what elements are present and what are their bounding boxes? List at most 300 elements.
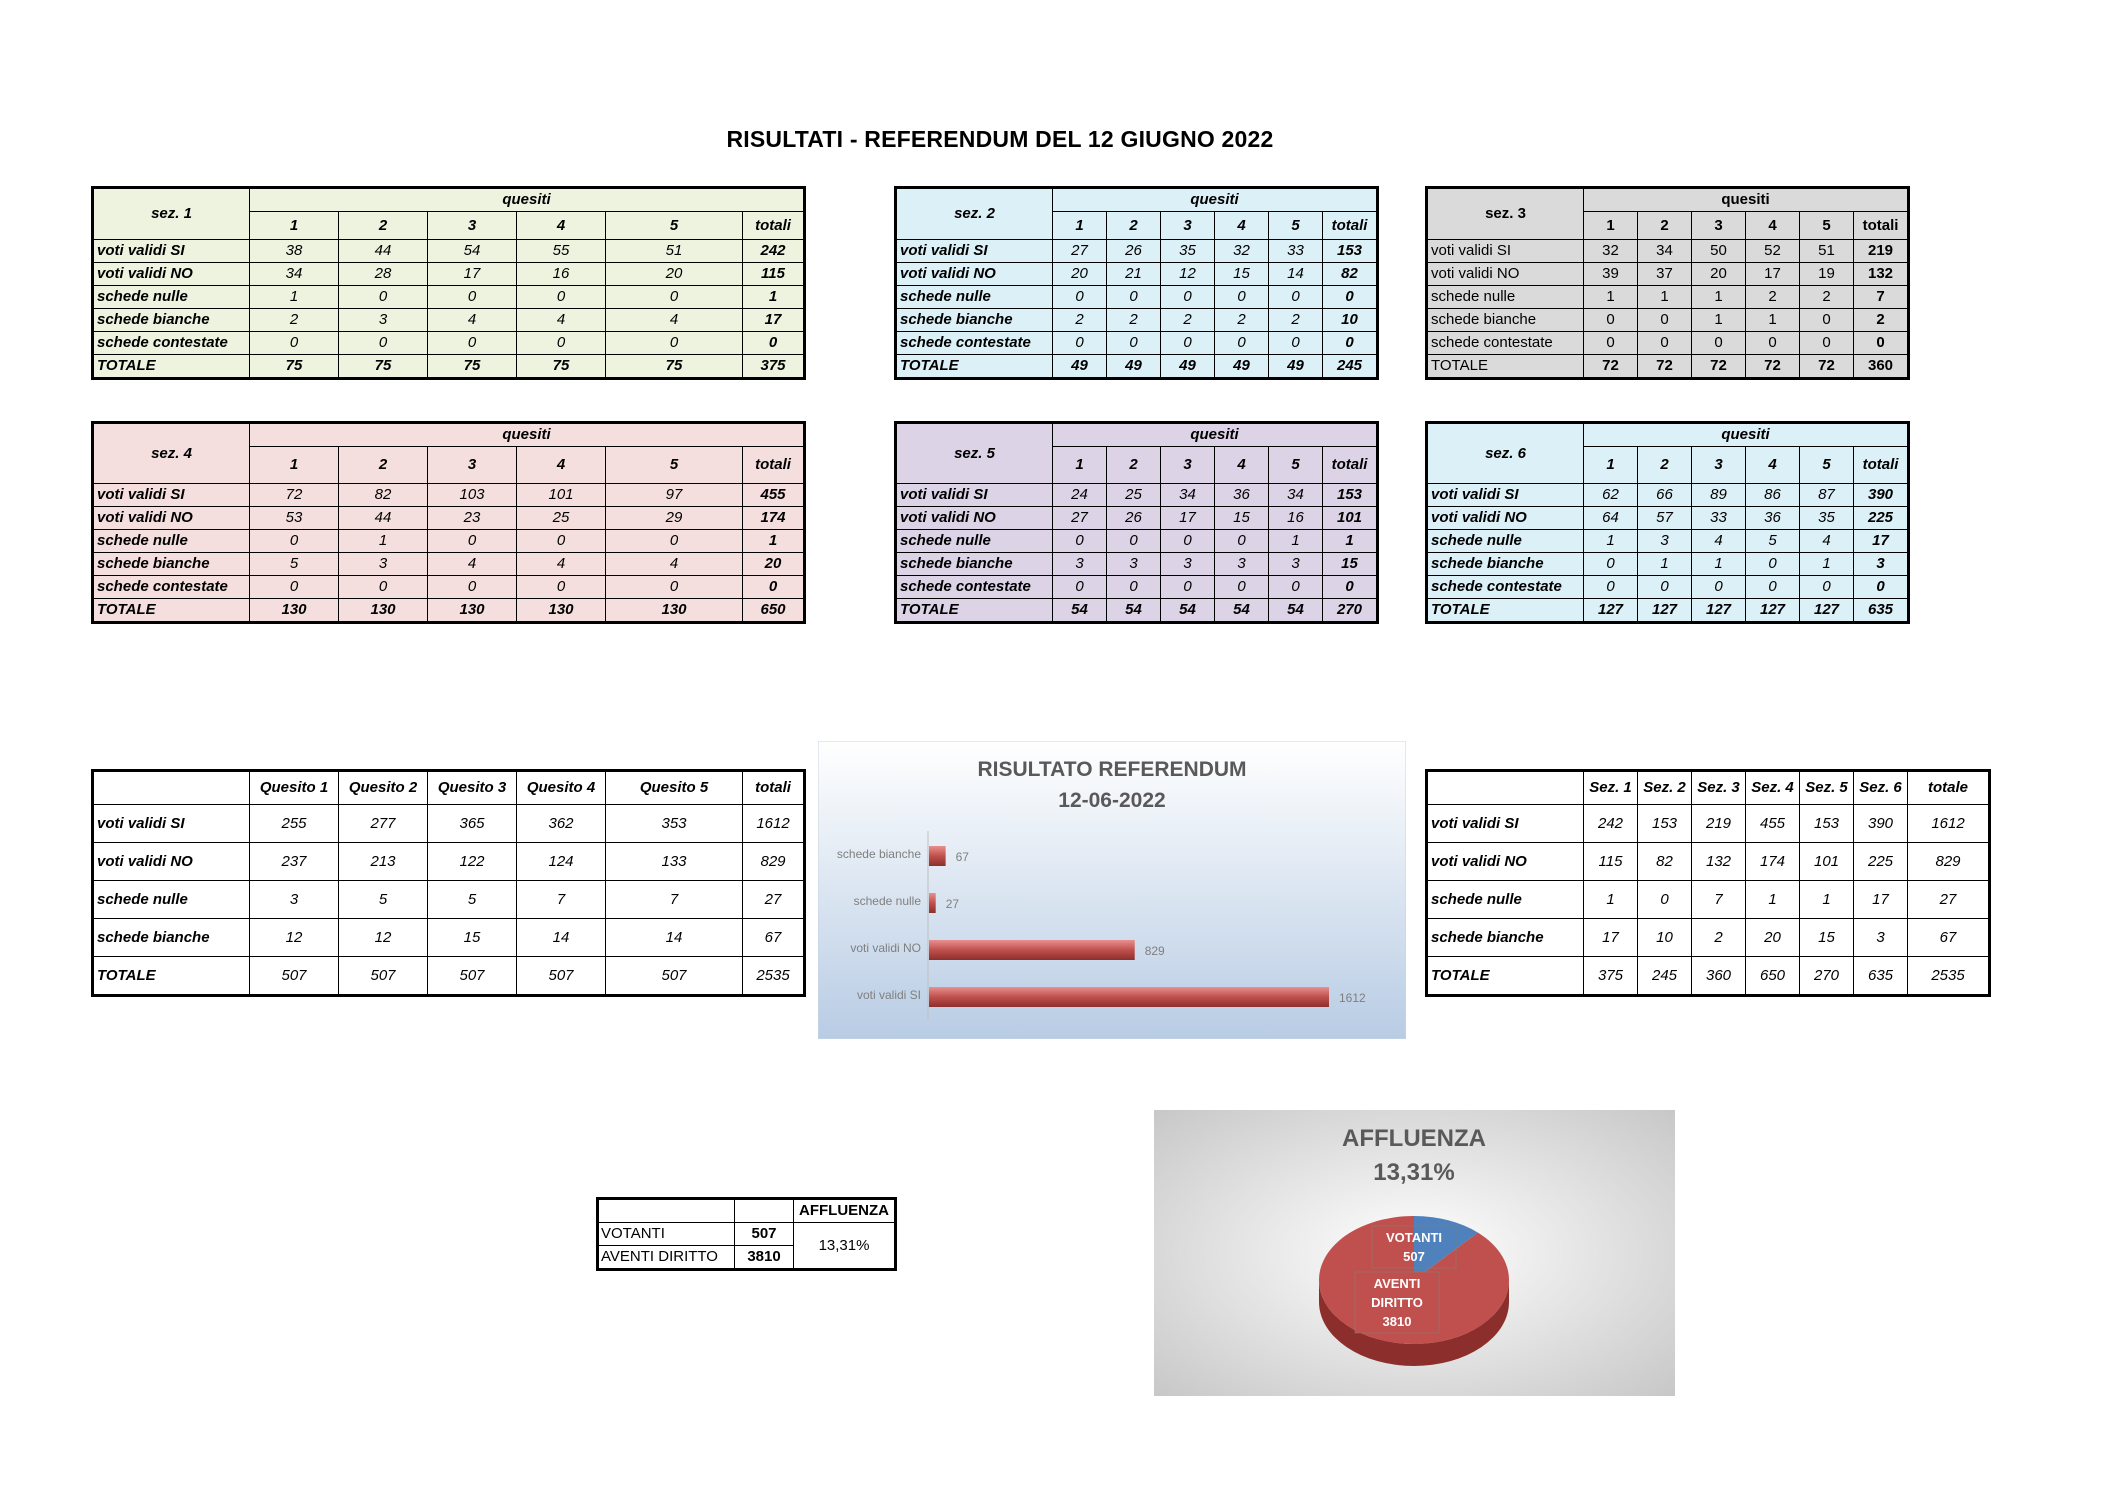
column-header: 3 xyxy=(1161,212,1215,240)
row-label: voti validi NO xyxy=(94,507,250,530)
row-total: 225 xyxy=(1854,507,1908,530)
value-cell: 829 xyxy=(743,843,804,881)
row-total: 0 xyxy=(743,576,804,599)
row-label: schede bianche xyxy=(94,309,250,332)
value-cell: 153 xyxy=(1638,805,1692,843)
row-label: voti validi SI xyxy=(897,484,1053,507)
column-header: Sez. 5 xyxy=(1800,772,1854,805)
row-label: voti validi NO xyxy=(897,507,1053,530)
value-cell: 54 xyxy=(1215,599,1269,622)
row-total: 0 xyxy=(743,332,804,355)
section-table-4 xyxy=(93,423,804,622)
table-row xyxy=(94,957,804,995)
value-cell: 72 xyxy=(1638,355,1692,378)
value-cell: 51 xyxy=(606,240,743,263)
affluenza-table xyxy=(598,1199,895,1269)
bar-category-label: voti validi NO xyxy=(850,941,921,955)
value-cell: 0 xyxy=(1746,576,1800,599)
value-cell: 17 xyxy=(1854,881,1908,919)
row-label: schede bianche xyxy=(1428,309,1584,332)
column-header: Sez. 1 xyxy=(1584,772,1638,805)
value-cell: 2 xyxy=(1269,309,1323,332)
bar-schede-bianche xyxy=(929,846,946,866)
value-cell: 0 xyxy=(1638,881,1692,919)
table-row xyxy=(897,240,1377,263)
pie-label-text: DIRITTO xyxy=(1371,1295,1423,1310)
value-cell: 507 xyxy=(606,957,743,995)
value-cell: 14 xyxy=(517,919,606,957)
table-row xyxy=(1428,553,1908,576)
table-row xyxy=(897,599,1377,622)
value-cell: 16 xyxy=(1269,507,1323,530)
value-cell: 62 xyxy=(1584,484,1638,507)
row-total: 245 xyxy=(1323,355,1377,378)
value-cell: 89 xyxy=(1692,484,1746,507)
value-cell: 44 xyxy=(339,507,428,530)
column-header: 2 xyxy=(1638,212,1692,240)
value-cell: 75 xyxy=(606,355,743,378)
row-total: 3 xyxy=(1854,553,1908,576)
column-header: 1 xyxy=(1053,212,1107,240)
value-cell: 0 xyxy=(1269,286,1323,309)
value-cell: 242 xyxy=(1584,805,1638,843)
value-cell: 28 xyxy=(339,263,428,286)
row-total: 132 xyxy=(1854,263,1908,286)
value-cell: 1612 xyxy=(743,805,804,843)
page-title: RISULTATI - REFERENDUM DEL 12 GIUGNO 2022 xyxy=(726,126,1274,152)
value-cell: 225 xyxy=(1854,843,1908,881)
table-row xyxy=(1428,309,1908,332)
row-total: 1 xyxy=(1323,530,1377,553)
value-cell: 390 xyxy=(1854,805,1908,843)
value-cell: 3 xyxy=(250,881,339,919)
bar-chart-title: RISULTATO REFERENDUM xyxy=(977,758,1247,781)
table-row xyxy=(1428,957,1989,995)
row-label: voti validi NO xyxy=(94,843,250,881)
value-cell: 0 xyxy=(1215,332,1269,355)
section-name: sez. 4 xyxy=(94,424,250,484)
value-cell: 0 xyxy=(428,576,517,599)
row-total: 153 xyxy=(1323,240,1377,263)
column-header: 4 xyxy=(1746,447,1800,484)
bar-category-label: schede bianche xyxy=(836,847,921,861)
table-row xyxy=(94,881,804,919)
value-cell: 75 xyxy=(250,355,339,378)
value-cell: 4 xyxy=(517,309,606,332)
row-total: 1 xyxy=(743,286,804,309)
totals-header: totali xyxy=(743,212,804,240)
column-header: totali xyxy=(743,772,804,805)
value-cell: 2 xyxy=(1800,286,1854,309)
column-header: 3 xyxy=(428,212,517,240)
row-total: 10 xyxy=(1323,309,1377,332)
value-cell: 127 xyxy=(1800,599,1854,622)
value-cell: 5 xyxy=(339,881,428,919)
value-cell: 1 xyxy=(1746,881,1800,919)
totals-header: totali xyxy=(1323,447,1377,484)
row-total: 82 xyxy=(1323,263,1377,286)
table-row xyxy=(1428,599,1908,622)
column-header: 1 xyxy=(1584,212,1638,240)
table-row xyxy=(1428,576,1908,599)
value-cell: 1 xyxy=(1584,286,1638,309)
value-cell: 353 xyxy=(606,805,743,843)
table-row xyxy=(897,332,1377,355)
value-cell: 0 xyxy=(606,332,743,355)
value-cell: 3 xyxy=(1053,553,1107,576)
column-header: 5 xyxy=(1269,447,1323,484)
table-row xyxy=(1428,919,1989,957)
row-total: 455 xyxy=(743,484,804,507)
value-cell: 245 xyxy=(1638,957,1692,995)
value-cell: 3 xyxy=(1161,553,1215,576)
pie-value-text: 3810 xyxy=(1382,1314,1412,1329)
value-cell: 67 xyxy=(743,919,804,957)
value-cell: 21 xyxy=(1107,263,1161,286)
row-label: schede nulle xyxy=(1428,530,1584,553)
column-header: Sez. 4 xyxy=(1746,772,1800,805)
row-label: schede nulle xyxy=(897,530,1053,553)
value-cell: 0 xyxy=(1269,576,1323,599)
row-label: schede contestate xyxy=(94,332,250,355)
value-cell: 255 xyxy=(250,805,339,843)
value-cell: 4 xyxy=(606,553,743,576)
column-header: 2 xyxy=(339,212,428,240)
value-cell: 39 xyxy=(1584,263,1638,286)
value-cell: 0 xyxy=(1638,309,1692,332)
table-row xyxy=(1428,355,1908,378)
table-row xyxy=(1428,332,1908,355)
row-total: 2 xyxy=(1854,309,1908,332)
value-cell: 4 xyxy=(606,309,743,332)
value-cell: 33 xyxy=(1692,507,1746,530)
row-label: voti validi SI xyxy=(897,240,1053,263)
table-row xyxy=(897,309,1377,332)
summary-sezioni-table xyxy=(1427,771,1989,995)
section-table-3 xyxy=(1427,188,1908,378)
value-cell: 122 xyxy=(428,843,517,881)
value-cell: 0 xyxy=(606,530,743,553)
value-cell: 0 xyxy=(428,332,517,355)
value-cell: 0 xyxy=(250,332,339,355)
bar-value-label: 67 xyxy=(955,850,969,864)
bar-value-label: 27 xyxy=(945,897,960,911)
value-cell: 3 xyxy=(1854,919,1908,957)
value-cell: 0 xyxy=(1800,576,1854,599)
value-cell: 0 xyxy=(606,286,743,309)
value-cell: 127 xyxy=(1638,599,1692,622)
value-cell: 4 xyxy=(1692,530,1746,553)
value-cell: 507 xyxy=(517,957,606,995)
row-label: TOTALE xyxy=(1428,599,1584,622)
pie-chart-title: AFFLUENZA xyxy=(1342,1125,1486,1152)
pie-chart-svg xyxy=(1154,1110,1675,1396)
value-cell: 82 xyxy=(339,484,428,507)
section-name: sez. 3 xyxy=(1428,189,1584,240)
value-cell: 15 xyxy=(1215,263,1269,286)
value-cell: 213 xyxy=(339,843,428,881)
value-cell: 4 xyxy=(428,309,517,332)
value-cell: 54 xyxy=(1107,599,1161,622)
value-cell: 124 xyxy=(517,843,606,881)
row-label: schede bianche xyxy=(94,919,250,957)
value-cell: 0 xyxy=(1215,576,1269,599)
row-label: schede bianche xyxy=(1428,553,1584,576)
table-row xyxy=(94,553,804,576)
table-row xyxy=(94,263,804,286)
value-cell: 35 xyxy=(1161,240,1215,263)
table-row xyxy=(94,309,804,332)
value-cell: 72 xyxy=(1692,355,1746,378)
value-cell: 132 xyxy=(1692,843,1746,881)
quesiti-header: quesiti xyxy=(1584,424,1908,447)
value-cell: 17 xyxy=(1584,919,1638,957)
value-cell: 153 xyxy=(1800,805,1854,843)
value-cell: 1 xyxy=(1638,286,1692,309)
section-name: sez. 5 xyxy=(897,424,1053,484)
value-cell: 130 xyxy=(339,599,428,622)
value-cell: 133 xyxy=(606,843,743,881)
value-cell: 35 xyxy=(1800,507,1854,530)
value-cell: 0 xyxy=(1215,286,1269,309)
value-cell: 67 xyxy=(1908,919,1989,957)
column-header: 2 xyxy=(1107,212,1161,240)
totals-header: totali xyxy=(1854,212,1908,240)
value-cell: 15 xyxy=(1215,507,1269,530)
value-cell: 20 xyxy=(1746,919,1800,957)
section-name: sez. 2 xyxy=(897,189,1053,240)
row-label: schede bianche xyxy=(94,553,250,576)
row-label: schede contestate xyxy=(897,332,1053,355)
column-header: 5 xyxy=(1800,212,1854,240)
affluenza-header: AFFLUENZA xyxy=(794,1200,895,1223)
value-cell: 0 xyxy=(1692,332,1746,355)
value-cell: 2 xyxy=(250,309,339,332)
value-cell: 0 xyxy=(1161,530,1215,553)
value-cell: 15 xyxy=(428,919,517,957)
row-label: voti validi SI xyxy=(94,805,250,843)
section-name: sez. 1 xyxy=(94,189,250,240)
value-cell: 5 xyxy=(428,881,517,919)
value-cell: 1 xyxy=(1746,309,1800,332)
value-cell: 0 xyxy=(1584,553,1638,576)
aventi-label: AVENTI DIRITTO xyxy=(599,1246,735,1269)
pie-label-text: VOTANTI xyxy=(1385,1230,1443,1245)
table-row xyxy=(897,553,1377,576)
table-row xyxy=(1428,805,1989,843)
row-total: 0 xyxy=(1854,576,1908,599)
table-row xyxy=(897,576,1377,599)
value-cell: 32 xyxy=(1215,240,1269,263)
value-cell: 0 xyxy=(517,332,606,355)
value-cell: 650 xyxy=(1746,957,1800,995)
table-row xyxy=(94,919,804,957)
section-table-1 xyxy=(93,188,804,378)
votanti-label: VOTANTI xyxy=(599,1223,735,1246)
column-header: Sez. 2 xyxy=(1638,772,1692,805)
value-cell: 0 xyxy=(1161,332,1215,355)
row-label: voti validi NO xyxy=(897,263,1053,286)
value-cell: 14 xyxy=(1269,263,1323,286)
value-cell: 0 xyxy=(1107,576,1161,599)
value-cell: 0 xyxy=(339,576,428,599)
value-cell: 82 xyxy=(1638,843,1692,881)
value-cell: 37 xyxy=(1638,263,1692,286)
value-cell: 2 xyxy=(1107,309,1161,332)
empty-cell xyxy=(599,1200,735,1223)
value-cell: 130 xyxy=(250,599,339,622)
column-header: 3 xyxy=(1161,447,1215,484)
table-row xyxy=(1428,881,1989,919)
empty-cell xyxy=(735,1200,794,1223)
value-cell: 49 xyxy=(1107,355,1161,378)
row-total: 101 xyxy=(1323,507,1377,530)
pie-chart-subtitle: 13,31% xyxy=(1373,1159,1455,1186)
column-header: 5 xyxy=(606,447,743,484)
value-cell: 16 xyxy=(517,263,606,286)
row-total: 174 xyxy=(743,507,804,530)
value-cell: 1 xyxy=(1638,553,1692,576)
value-cell: 19 xyxy=(1800,263,1854,286)
column-header: 1 xyxy=(250,447,339,484)
value-cell: 3 xyxy=(1215,553,1269,576)
bar-value-label: 829 xyxy=(1144,944,1165,958)
value-cell: 0 xyxy=(339,286,428,309)
value-cell: 27 xyxy=(1053,240,1107,263)
value-cell: 0 xyxy=(428,530,517,553)
row-label: schede bianche xyxy=(897,309,1053,332)
column-header: 4 xyxy=(1215,447,1269,484)
value-cell: 54 xyxy=(1161,599,1215,622)
bar-voti-validi-NO xyxy=(929,940,1135,960)
table-row xyxy=(94,332,804,355)
value-cell: 5 xyxy=(250,553,339,576)
value-cell: 127 xyxy=(1584,599,1638,622)
value-cell: 362 xyxy=(517,805,606,843)
value-cell: 25 xyxy=(1107,484,1161,507)
row-label: schede nulle xyxy=(897,286,1053,309)
value-cell: 1 xyxy=(1800,553,1854,576)
value-cell: 38 xyxy=(250,240,339,263)
value-cell: 0 xyxy=(1215,530,1269,553)
column-header: 1 xyxy=(1053,447,1107,484)
summary-quesiti-table xyxy=(93,771,804,995)
value-cell: 54 xyxy=(1269,599,1323,622)
row-label: voti validi SI xyxy=(1428,484,1584,507)
column-header: Sez. 3 xyxy=(1692,772,1746,805)
value-cell: 507 xyxy=(428,957,517,995)
pie-chart xyxy=(1154,1110,1675,1396)
row-total: 0 xyxy=(1854,332,1908,355)
row-total: 17 xyxy=(743,309,804,332)
value-cell: 54 xyxy=(1053,599,1107,622)
value-cell: 75 xyxy=(339,355,428,378)
value-cell: 0 xyxy=(1746,332,1800,355)
table-row xyxy=(94,843,804,881)
value-cell: 0 xyxy=(428,286,517,309)
row-label: schede nulle xyxy=(94,530,250,553)
value-cell: 1612 xyxy=(1908,805,1989,843)
column-header: 4 xyxy=(1215,212,1269,240)
affluenza-percent: 13,31% xyxy=(794,1223,895,1269)
value-cell: 0 xyxy=(1269,332,1323,355)
value-cell: 27 xyxy=(743,881,804,919)
column-header: Quesito 5 xyxy=(606,772,743,805)
value-cell: 20 xyxy=(606,263,743,286)
value-cell: 66 xyxy=(1638,484,1692,507)
value-cell: 0 xyxy=(1746,553,1800,576)
value-cell: 10 xyxy=(1638,919,1692,957)
value-cell: 507 xyxy=(339,957,428,995)
row-label: TOTALE xyxy=(897,355,1053,378)
value-cell: 7 xyxy=(1692,881,1746,919)
value-cell: 0 xyxy=(517,576,606,599)
quesiti-header: quesiti xyxy=(250,424,804,447)
column-header: Quesito 4 xyxy=(517,772,606,805)
value-cell: 270 xyxy=(1800,957,1854,995)
table-row xyxy=(94,484,804,507)
value-cell: 72 xyxy=(1746,355,1800,378)
column-header: 4 xyxy=(1746,212,1800,240)
row-total: 360 xyxy=(1854,355,1908,378)
column-header: 4 xyxy=(517,447,606,484)
row-label: schede nulle xyxy=(1428,286,1584,309)
value-cell: 455 xyxy=(1746,805,1800,843)
value-cell: 15 xyxy=(1800,919,1854,957)
row-total: 153 xyxy=(1323,484,1377,507)
section-table-5 xyxy=(896,423,1377,622)
column-header: Quesito 3 xyxy=(428,772,517,805)
value-cell: 0 xyxy=(1107,332,1161,355)
row-label: TOTALE xyxy=(94,355,250,378)
value-cell: 115 xyxy=(1584,843,1638,881)
row-label: TOTALE xyxy=(1428,355,1584,378)
bar-chart-subtitle: 12-06-2022 xyxy=(1058,789,1166,812)
value-cell: 26 xyxy=(1107,240,1161,263)
value-cell: 5 xyxy=(1746,530,1800,553)
table-row xyxy=(897,530,1377,553)
column-header: 2 xyxy=(339,447,428,484)
column-header: Quesito 2 xyxy=(339,772,428,805)
column-header: Sez. 6 xyxy=(1854,772,1908,805)
value-cell: 174 xyxy=(1746,843,1800,881)
value-cell: 127 xyxy=(1746,599,1800,622)
table-row xyxy=(897,355,1377,378)
column-header: 2 xyxy=(1638,447,1692,484)
value-cell: 72 xyxy=(1584,355,1638,378)
empty-cell xyxy=(1428,772,1584,805)
row-total: 0 xyxy=(1323,576,1377,599)
row-label: schede nulle xyxy=(1428,881,1584,919)
row-label: voti validi NO xyxy=(1428,507,1584,530)
row-total: 7 xyxy=(1854,286,1908,309)
value-cell: 36 xyxy=(1746,507,1800,530)
value-cell: 130 xyxy=(517,599,606,622)
value-cell: 32 xyxy=(1584,240,1638,263)
table-row xyxy=(897,263,1377,286)
value-cell: 507 xyxy=(250,957,339,995)
table-row xyxy=(1428,484,1908,507)
bar-chart xyxy=(818,741,1406,1039)
row-total: 390 xyxy=(1854,484,1908,507)
value-cell: 27 xyxy=(1908,881,1989,919)
row-label: voti validi SI xyxy=(94,240,250,263)
column-header: Quesito 1 xyxy=(250,772,339,805)
value-cell: 34 xyxy=(1638,240,1692,263)
value-cell: 0 xyxy=(1107,530,1161,553)
row-label: schede bianche xyxy=(897,553,1053,576)
table-row xyxy=(1428,263,1908,286)
